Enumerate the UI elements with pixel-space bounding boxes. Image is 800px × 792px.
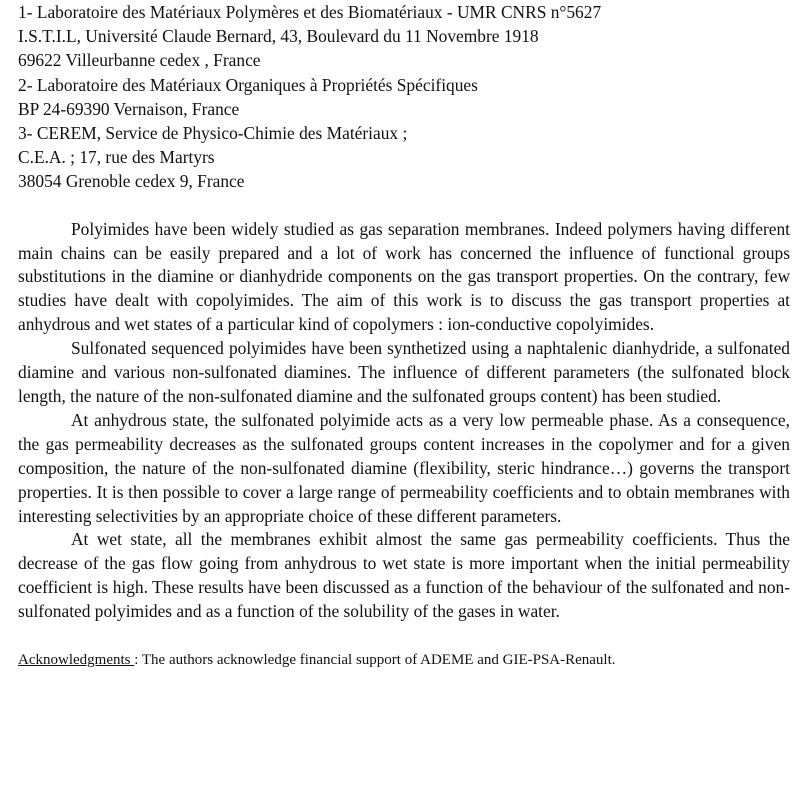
- affiliation-line: 38054 Grenoble cedex 9, France: [18, 171, 245, 192]
- document-page: [18, 0, 790, 670]
- affiliation-line: 2- Laboratoire des Matériaux Organiques à Propriétés Spécifiques: [18, 74, 478, 95]
- affiliation-line: I.S.T.I.L, Université Claude Bernard, 43, Boulevard du 11 Novembre 1918: [18, 26, 539, 47]
- abstract-body: [18, 218, 790, 624]
- paragraph-synthesis: Sulfonated sequenced polyimides have been synthetized using a naphtalenic dianhydride, a sulfonated diamine and various non-sulfonated diamines. The influence of different parameters (the sulfonated block length, the nature of the non-sulfonated diamine and the sulfonated groups content) has been studied.: [18, 338, 790, 406]
- acknowledgments-label: Acknowledgments: [18, 652, 135, 669]
- acknowledgments-text: : The authors acknowledge financial support of ADEME and GIE-PSA-Renault.: [134, 652, 616, 669]
- affiliation-line: 1- Laboratoire des Matériaux Polymères et des Biomatériaux - UMR CNRS n°5627: [18, 2, 602, 22]
- paragraph-intro: Polyimides have been widely studied as gas separation membranes. Indeed polymers having different main chains can be easily prepared and a lot of work has concerned the influence of functional groups substitutions in the diamine or dianhydride components on the gas transport properties. On the contrary, few studies have dealt with copolyimides. The aim of this work is to discuss the gas transport properties at anhydrous and wet states of a particular kind of copolymers : ion-conductive copolyimides.: [18, 218, 790, 335]
- paragraph-anhydrous: At anhydrous state, the sulfonated polyimide acts as a very low permeable phase. As a consequence, the gas permeability decreases as the sulfonated groups content increases in the copolymer and for a given composition, the nature of the non-sulfonated diamine (flexibility, steric hindrance…) governs the transport properties. It is then possible to cover a large range of permeability coefficients and to obtain membranes with interesting selectivities by an appropriate choice of these different parameters.: [18, 409, 790, 526]
- affiliation-line: C.E.A. ; 17, rue des Martyrs: [18, 147, 215, 168]
- acknowledgments: [18, 650, 790, 670]
- paragraph-wet-state: At wet state, all the membranes exhibit almost the same gas permeability coefficients. Thus the decrease of the gas flow going from anhydrous to wet state is more important when the initial permeability coefficient is high. These results have been discussed as a function of the behaviour of the sulfonated and non-sulfonated polyimides and as a function of the solubility of the gases in water.: [18, 529, 790, 622]
- affiliation-line: 3- CEREM, Service de Physico-Chimie des Matériaux ;: [18, 123, 408, 144]
- affiliation-line: BP 24-69390 Vernaison, France: [18, 98, 240, 119]
- affiliations-block: [18, 0, 790, 194]
- affiliation-line: 69622 Villeurbanne cedex , France: [18, 50, 261, 71]
